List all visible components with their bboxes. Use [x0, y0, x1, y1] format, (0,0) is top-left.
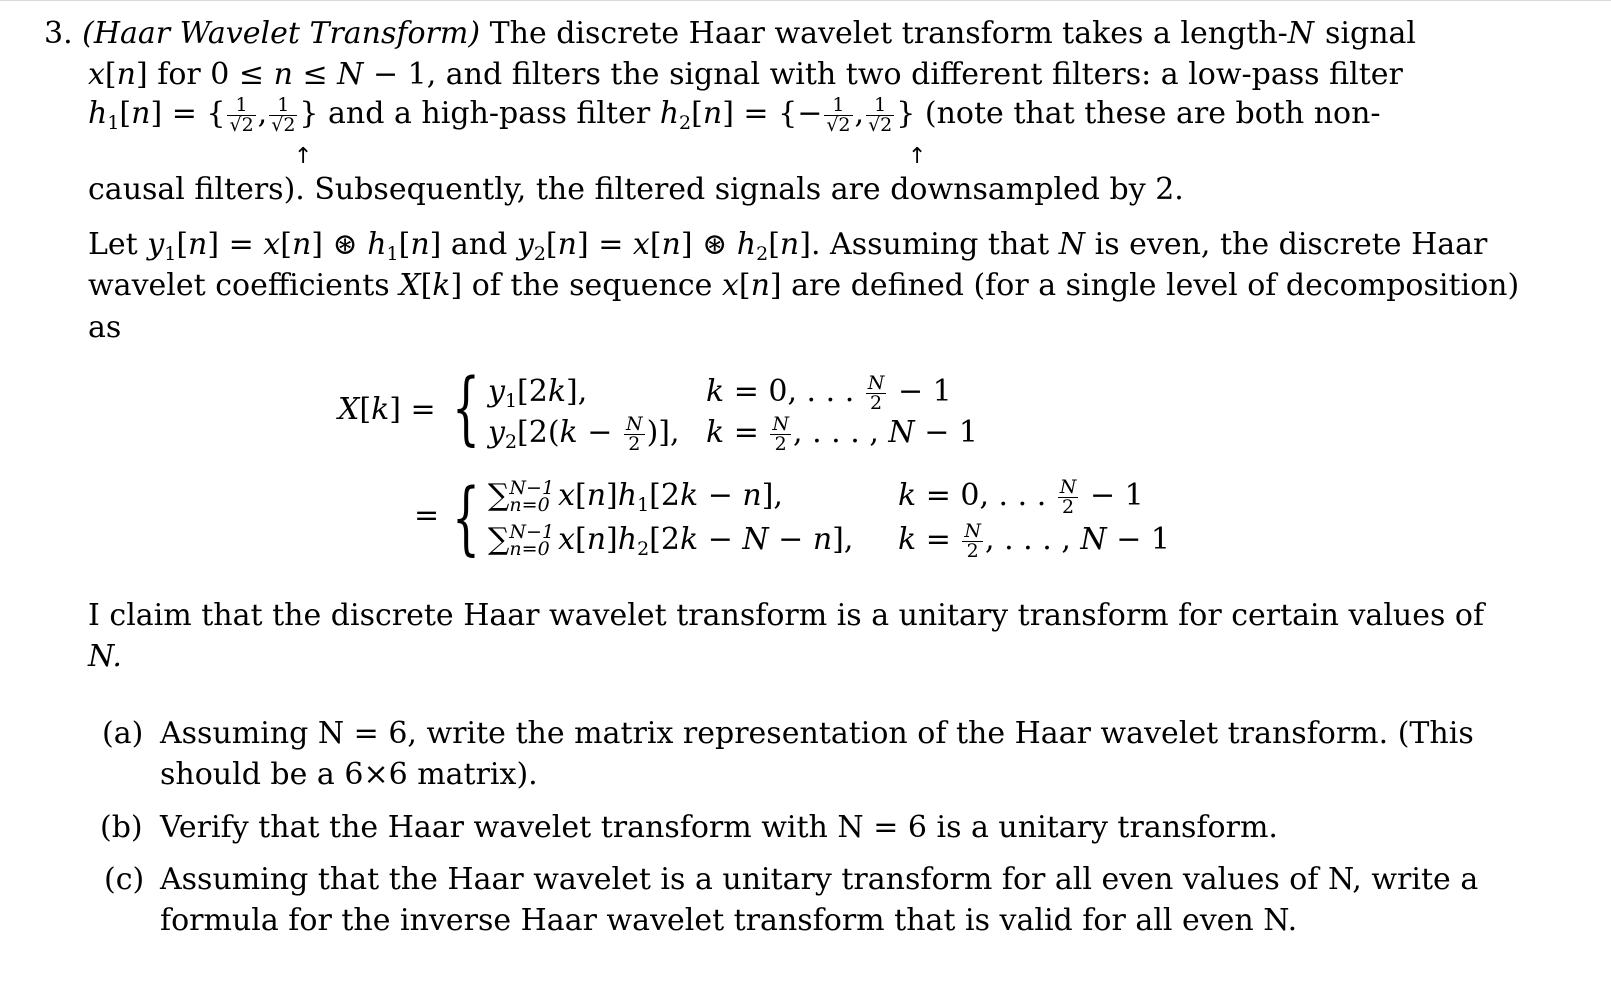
part-c-line-1: Assuming that the Haar wavelet is a unitary transform for all even values of N, write a: [160, 862, 1479, 897]
problem-text: ≤: [302, 57, 328, 92]
problem-text: (note that these are both non-: [924, 96, 1381, 131]
problem-text: is even, the discrete Haar: [1094, 227, 1488, 262]
part-c-label: (c): [104, 862, 145, 897]
problem-text: for 0 ≤: [157, 57, 265, 92]
equation-equals: =: [414, 498, 440, 533]
problem-text: are defined (for a single level of decomposition): [791, 268, 1520, 303]
problem-text: and a high-pass filter: [328, 96, 651, 131]
left-brace-icon: {: [452, 471, 480, 564]
up-arrow-icon: ↑: [908, 144, 927, 169]
math-N: N: [1058, 227, 1086, 262]
equation-lhs: X[k] =: [338, 392, 436, 427]
equation-case-1: $y_1[2k]$,: [488, 374, 588, 412]
equation-case-2: $y_2[2(k$ − $\frac{N}{2}$ )],: [488, 412, 680, 455]
claim-line-2: N.: [88, 639, 122, 674]
claim-line-1: I claim that the discrete Haar wavelet transform is a unitary transform for certain values of: [88, 598, 1485, 633]
paragraph-2-line-2: wavelet coefficients X[k] of the sequence x[n] are defined (for a single level of decomposition): [88, 268, 1520, 303]
problem-number: 3.: [44, 16, 73, 51]
part-b-label: (b): [100, 810, 143, 845]
top-rule: [0, 0, 1611, 1]
part-a-line-1: Assuming N = 6, write the matrix representation of the Haar wavelet transform. (This: [160, 716, 1474, 751]
problem-text: signal: [1325, 16, 1416, 51]
problem-line-1: [44, 14, 1416, 54]
left-brace-icon: {: [452, 361, 480, 454]
problem-text: wavelet coefficients: [88, 268, 390, 303]
up-arrow-icon: ↑: [294, 144, 313, 169]
equation-case-2-range: k = $\frac{N}{2}$ , . . . , N − 1: [706, 412, 978, 455]
problem-text: Let: [88, 227, 138, 262]
problem-text: − 1, and filters the signal with two different filters: a low-pass filter: [372, 57, 1403, 92]
part-a-label: (a): [102, 716, 144, 751]
problem-line-2: x[n] for 0 ≤ n ≤ N − 1, and filters the signal with two different filters: a low-pass filter: [88, 57, 1403, 92]
problem-line-3: $h_1[n]$ = { $\frac{1}{√2}$ , $\frac{1}{√2}$ } and a high-pass filter $h_2[n]$ = {− $\frac{1}{√2}$ , $\frac{1}{√2}$ } (note that these are both non-: [88, 93, 1381, 136]
part-b-line-1: Verify that the Haar wavelet transform with N = 6 is a unitary transform.: [160, 810, 1278, 845]
problem-text: and: [450, 227, 508, 262]
problem-text: of the sequence: [471, 268, 713, 303]
problem-text: The discrete Haar wavelet transform takes a length-: [489, 16, 1288, 51]
problem-text: . Assuming that: [810, 227, 1050, 262]
part-c-line-2: formula for the inverse Haar wavelet transform that is valid for all even N.: [160, 903, 1298, 938]
equation-case-1-range: k = 0, . . . $\frac{N}{2}$ − 1: [706, 371, 952, 414]
equation-sum-2: ∑ N−1 n=0 $x[n]h_2[2k - N - n]$,: [488, 521, 854, 560]
part-a-line-2: should be a 6×6 matrix).: [160, 757, 538, 792]
equation-sum-2-range: k = $\frac{N}{2}$ , . . . , N − 1: [898, 519, 1170, 562]
equation-sum-1-range: k = 0, . . . $\frac{N}{2}$ − 1: [898, 475, 1144, 518]
problem-line-4: causal filters). Subsequently, the filtered signals are downsampled by 2.: [88, 172, 1184, 207]
paragraph-2-line-1: Let $y_1[n] = x[n]$ ⊛ $h_1[n]$ and $y_2[n] = x[n]$ ⊛ $h_2[n]$. Assuming that N is even, the discrete Haar: [88, 227, 1488, 265]
math-N: N: [337, 57, 364, 92]
math-N: N: [1287, 16, 1315, 51]
problem-title: (Haar Wavelet Transform): [82, 16, 481, 51]
equation-sum-1: ∑ N−1 n=0 $x[n]h_1[2k - n]$,: [488, 477, 783, 516]
paragraph-2-line-3: as: [88, 310, 122, 345]
